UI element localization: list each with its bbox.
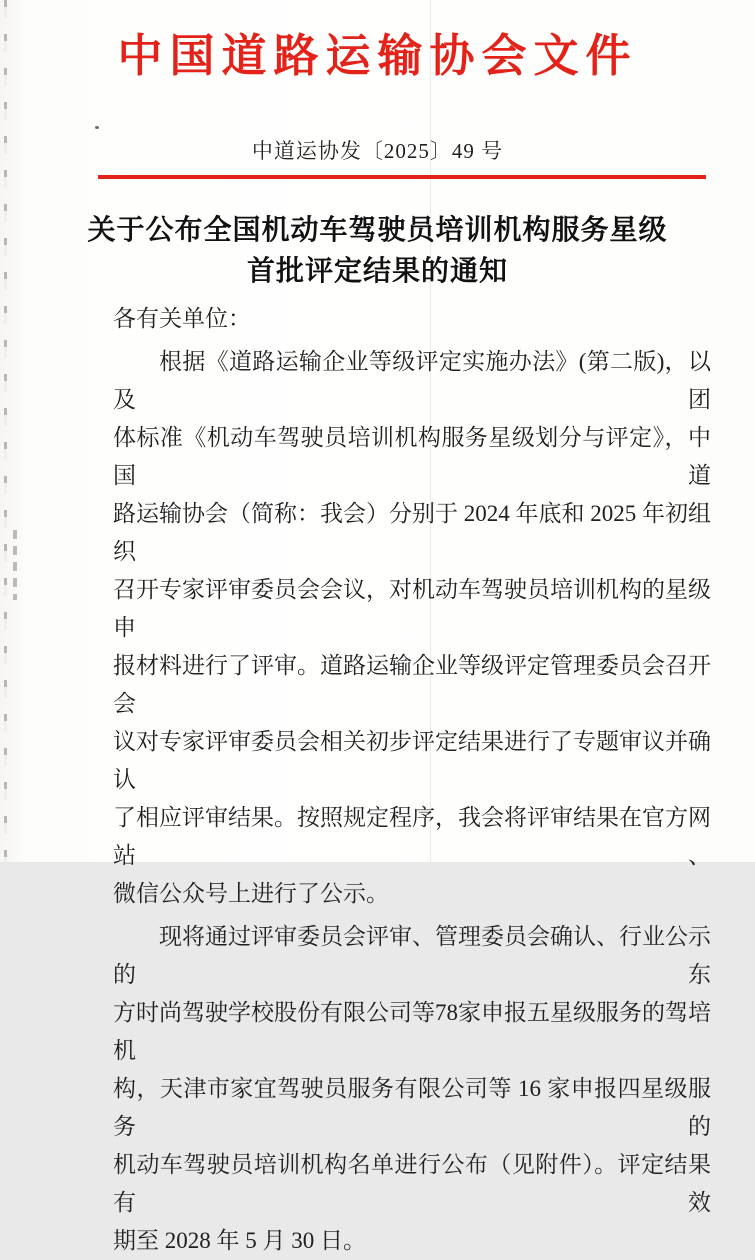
notice-title-line2: 首批评定结果的通知 bbox=[246, 256, 508, 287]
scan-edge-artifact-dark bbox=[13, 530, 17, 600]
scan-speck bbox=[95, 126, 99, 129]
notice-title bbox=[0, 210, 755, 292]
paragraph-1 bbox=[113, 343, 711, 913]
body-line: 议对专家评审委员会相关初步评定结果进行了专题审议并确认 bbox=[113, 729, 711, 792]
body-line: 报材料进行了评审。道路运输企业等级评定管理委员会召开会 bbox=[113, 653, 711, 716]
body-line: 构，天津市家宜驾驶员服务有限公司等 16 家申报四星级服务的 bbox=[113, 1076, 711, 1139]
body-line: 微信公众号上进行了公示。 bbox=[113, 881, 389, 906]
body-line: 召开专家评审委员会会议，对机动车驾驶员培训机构的星级申 bbox=[113, 577, 711, 640]
body-line: 现将通过评审委员会评审、管理委员会确认、行业公示的东 bbox=[113, 924, 711, 987]
body-line: 机动车驾驶员培训机构名单进行公布（见附件）。评定结果有效 bbox=[113, 1152, 711, 1215]
body-line: 根据《道路运输企业等级评定实施办法》(第二版)，以及团 bbox=[113, 349, 711, 412]
body-line: 方时尚驾驶学校股份有限公司等78家申报五星级服务的驾培机 bbox=[113, 1000, 711, 1063]
document-body bbox=[113, 300, 711, 1260]
paragraph-2 bbox=[113, 918, 711, 1260]
notice-title-line1: 关于公布全国机动车驾驶员培训机构服务星级 bbox=[87, 215, 668, 246]
salutation: 各有关单位： bbox=[113, 306, 251, 331]
body-line: 体标准《机动车驾驶员培训机构服务星级划分与评定》，中国道 bbox=[113, 425, 711, 488]
document-number: 中道运协发〔2025〕49 号 bbox=[251, 139, 504, 163]
red-separator-rule bbox=[98, 175, 706, 179]
body-line: 路运输协会（简称：我会）分别于 2024 年底和 2025 年初组织 bbox=[113, 501, 711, 564]
body-line: 了相应评审结果。按照规定程序，我会将评审结果在官方网站、 bbox=[113, 805, 711, 868]
scan-edge-artifact bbox=[4, 0, 7, 862]
letterhead-title: 中国道路运输协会文件 bbox=[117, 31, 638, 81]
body-line: 期至 2028 年 5 月 30 日。 bbox=[113, 1228, 366, 1253]
